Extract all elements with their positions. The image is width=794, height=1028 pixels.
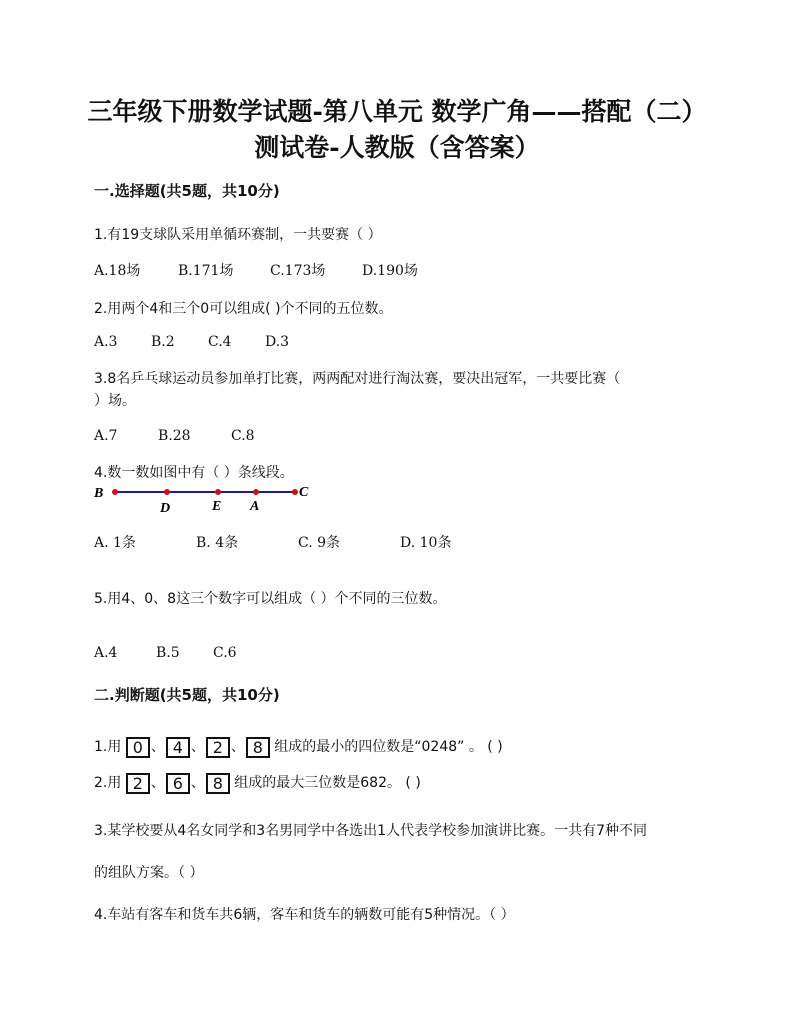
s1-q1-text: 1.有19支球队采用单循环赛制，一共要赛（ ） — [94, 227, 382, 243]
point-d — [164, 489, 170, 495]
section-1-heading: 一.选择题(共5题，共10分) — [94, 182, 280, 200]
option-b: B.2 — [151, 334, 175, 350]
s2-q2 — [94, 772, 421, 794]
label-a: A — [250, 499, 260, 514]
separator: 、 — [150, 739, 165, 755]
digit-card: 2 — [126, 773, 150, 794]
s2-q3-line-1: 3.某学校要从4名女同学和3名男同学中各选出1人代表学校参加演讲比赛。一共有7种不同 — [94, 823, 647, 839]
s2-q1-prefix: 1.用 — [94, 739, 122, 755]
digit-card: 0 — [126, 737, 150, 758]
point-b — [112, 489, 118, 495]
option-a: A.18场 — [94, 263, 141, 279]
label-d: D — [160, 501, 171, 516]
s2-q2-prefix: 2.用 — [94, 775, 122, 791]
s2-q1 — [94, 736, 503, 758]
digit-card: 8 — [246, 737, 270, 758]
s2-q2-suffix: 组成的最大三位数是682。 ( ) — [234, 775, 421, 791]
separator: 、 — [190, 739, 205, 755]
s2-q4-text: 4.车站有客车和货车共6辆，客车和货车的辆数可能有5种情况。（ ） — [94, 907, 515, 923]
option-d: D.3 — [265, 334, 290, 350]
digit-card: 4 — [166, 737, 190, 758]
label-e: E — [212, 499, 222, 514]
option-c: C. 9条 — [298, 535, 341, 551]
digit-card: 8 — [206, 773, 230, 794]
option-a: A.3 — [94, 334, 118, 350]
option-c: C.173场 — [270, 263, 326, 279]
option-b: B.171场 — [178, 263, 234, 279]
option-b: B. 4条 — [196, 535, 239, 551]
line-segment-figure — [92, 481, 332, 517]
point-c — [292, 489, 298, 495]
option-b: B.28 — [158, 428, 191, 444]
option-d: D. 10条 — [400, 535, 452, 551]
digit-card: 2 — [206, 737, 230, 758]
s1-q4-text: 4.数一数如图中有（ ）条线段。 — [94, 465, 294, 481]
title-line-2: 测试卷-人教版（含答案） — [254, 133, 540, 162]
s1-q2-text: 2.用两个4和三个0可以组成( )个不同的五位数。 — [94, 301, 393, 317]
section-2-heading: 二.判断题(共5题，共10分) — [94, 686, 280, 704]
digit-card: 6 — [166, 773, 190, 794]
option-c: C.8 — [231, 428, 255, 444]
option-b: B.5 — [156, 645, 180, 661]
s2-q3-line-2: 的组队方案。（ ） — [94, 865, 204, 881]
option-a: A.7 — [94, 428, 118, 444]
option-a: A. 1条 — [94, 535, 136, 551]
option-a: A.4 — [94, 645, 118, 661]
separator: 、 — [150, 775, 165, 791]
option-d: D.190场 — [362, 263, 418, 279]
title-line-1: 三年级下册数学试题-第八单元 数学广角——搭配（二） — [87, 97, 707, 126]
s2-q1-suffix: 组成的最小的四位数是“0248” 。 ( ) — [274, 739, 503, 755]
s1-q3-line-1: 3.8名乒乓球运动员参加单打比赛，两两配对进行淘汰赛，要决出冠军，一共要比赛（ — [94, 371, 621, 387]
label-c: C — [299, 485, 309, 500]
option-c: C.6 — [213, 645, 237, 661]
option-c: C.4 — [208, 334, 232, 350]
s1-q3-line-2: ）场。 — [94, 393, 136, 409]
separator: 、 — [190, 775, 205, 791]
s1-q5-text: 5.用4、0、8这三个数字可以组成（ ）个不同的三位数。 — [94, 591, 447, 607]
separator: 、 — [230, 739, 245, 755]
point-e — [215, 489, 221, 495]
point-a — [253, 489, 259, 495]
label-b: B — [94, 486, 104, 501]
